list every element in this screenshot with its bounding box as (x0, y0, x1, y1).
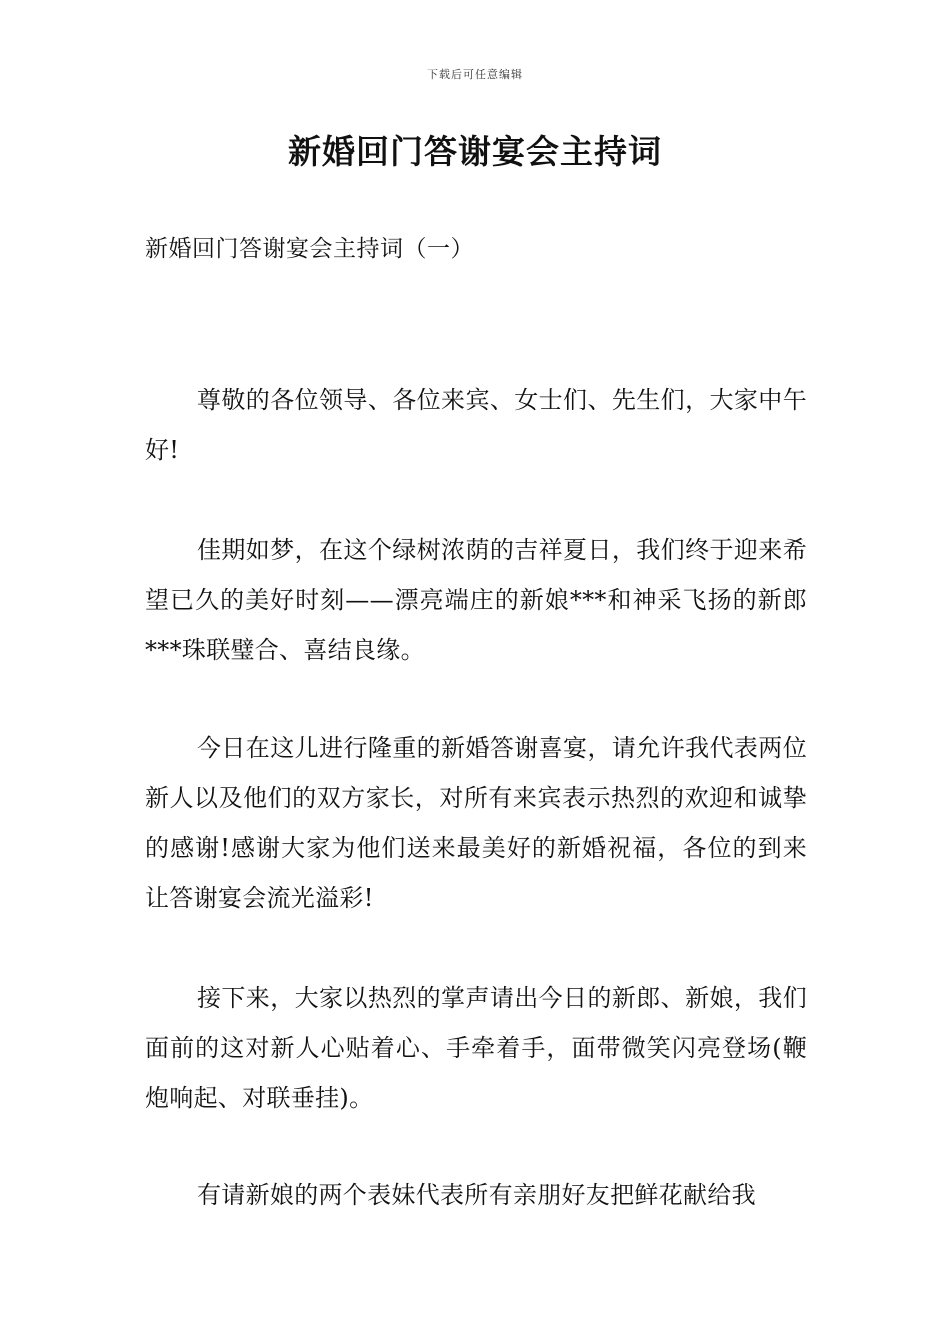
paragraph-flowers: 有请新娘的两个表妹代表所有亲朋好友把鲜花献给我 (197, 1181, 756, 1209)
paragraph-entrance: 接下来，大家以热烈的掌声请出今日的新郎、新娘，我们面前的这对新人心贴着心、手牵着手，面带微笑闪亮登场(鞭炮响起、对联垂挂)。 (145, 984, 807, 1112)
section-subtitle: 新婚回门答谢宴会主持词（一） (145, 236, 474, 262)
paragraph-greeting: 尊敬的各位领导、各位来宾、女士们、先生们，大家中午好! (145, 386, 807, 464)
paragraph-thanks: 今日在这儿进行隆重的新婚答谢喜宴，请允许我代表两位新人以及他们的双方家长，对所有来宾表示热烈的欢迎和诚挚的感谢!感谢大家为他们送来最美好的新婚祝福，各位的到来让答谢宴会流光溢彩! (145, 734, 807, 912)
header-note: 下载后可任意编辑 (427, 68, 523, 81)
document-title: 新婚回门答谢宴会主持词 (288, 132, 662, 171)
paragraph-occasion: 佳期如梦，在这个绿树浓荫的吉祥夏日，我们终于迎来希望已久的美好时刻——漂亮端庄的新娘***和神采飞扬的新郎***珠联璧合、喜结良缘。 (145, 536, 807, 664)
